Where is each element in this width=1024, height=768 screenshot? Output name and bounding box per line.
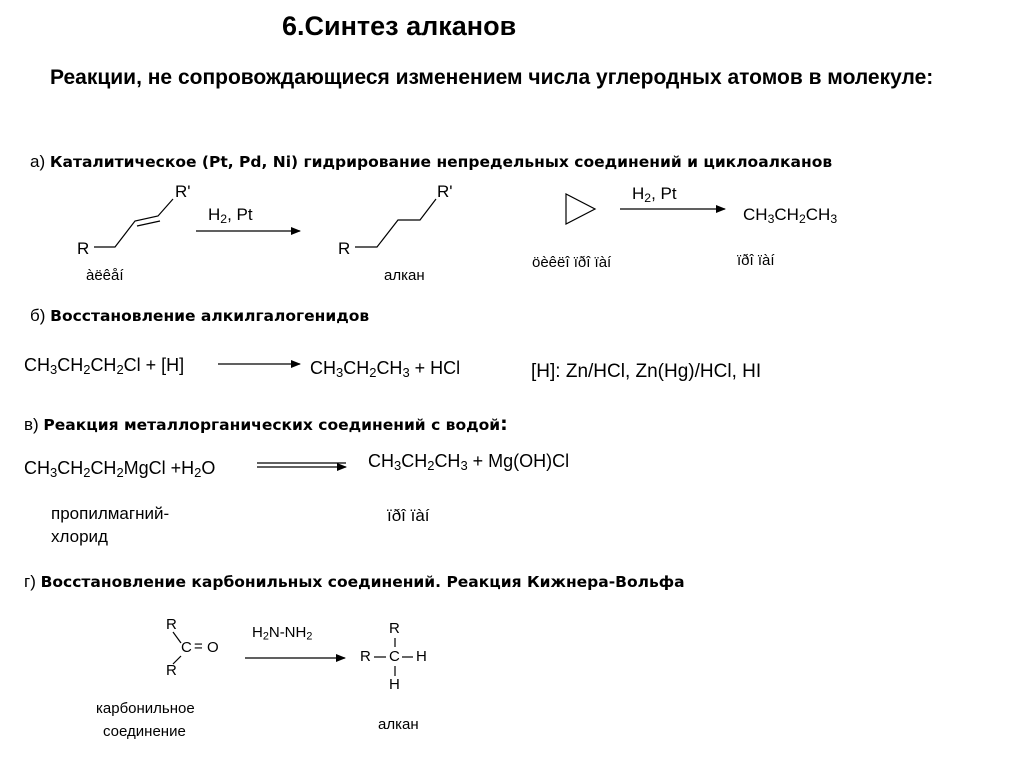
section-d-prefix: г) [24,572,41,591]
reaction-b-reagents-note: [H]: Zn/HCl, Zn(Hg)/HCl, HI [531,361,762,382]
reaction-b-reactant: $CH_3CH_2CH_2Cl + [H]$ [24,355,185,378]
reaction-b-product: $CH_3CH_2CH_3$ + HCl [310,358,461,381]
section-c-prefix: в) [24,415,44,434]
label-propane-c: ïðî ïàí [387,506,430,525]
section-c-suffix: : [500,413,508,435]
reaction-a-rprime-2: R' [437,182,453,201]
alkene-skeleton [94,199,173,247]
carbonyl-r-top: R [166,616,177,633]
page-title: 6.Синтез алканов [282,11,517,41]
reaction-d-reagent: $H_2N-NH_2$ [252,624,313,643]
alkane-skeleton [355,199,436,247]
label-alkene: àëêåí [86,267,124,284]
page-subtitle: Реакции, не сопровождающиеся изменением числа углеродных атомов в молекуле: [50,66,934,89]
reaction-a-rprime-1: R' [175,182,191,201]
label-alkane-d: алкан [378,716,419,733]
section-b-text: Восстановление алкилгалогенидов [50,307,370,325]
reaction-c-reactant: $CH_3CH_2CH_2MgCl +H_2O$ [24,458,216,481]
label-propylmagnesium-1: пропилмагний- [51,504,170,523]
carbonyl-bond-bottom [173,656,181,664]
carbonyl-o: O [207,639,219,656]
label-propylmagnesium-2: хлорид [51,527,108,546]
carbonyl-r-bottom: R [166,662,177,679]
alkene-double-bond [137,221,160,226]
reaction-a-reagent: $H_2$, Pt [208,205,253,227]
section-c-text: Реакция металлорганических соединений с водой [43,416,501,434]
section-a-text: Каталитическое (Pt, Pd, Ni) гидрирование непредельных соединений и циклоалканов [49,153,833,171]
section-b-prefix: б) [30,306,51,325]
product-h-right: H [416,648,427,665]
carbonyl-bond-top [173,632,181,643]
reaction-a-r-1: R [77,239,90,258]
product-c: C [389,648,400,665]
label-cyclopropane: öèêëî ïðî ïàí [532,254,612,271]
carbonyl-eq: = [194,638,203,655]
label-alkane-a: алкан [384,267,425,284]
reaction-a-cyclo-product: $CH_3CH_2CH_3$ [743,205,838,227]
section-d-text: Восстановление карбонильных соединений. Реакция Кижнера-Вольфа [40,573,685,591]
product-r-left: R [360,648,371,665]
reaction-c-product: $CH_3CH_2CH_3 + Mg(OH)Cl$ [368,451,570,474]
label-carbonyl-2: соединение [103,723,186,740]
carbonyl-c: C [181,639,192,656]
product-r-top: R [389,620,400,637]
label-carbonyl-1: карбонильное [96,700,195,717]
label-propane-a: ïðî ïàí [737,252,775,269]
section-a-prefix: а) [30,152,50,171]
reaction-a-cyclo-reagent: $H_2$, Pt [632,184,677,206]
product-h-bottom: H [389,676,400,693]
cyclopropane-ring [566,194,595,224]
reaction-a-r-2: R [338,239,351,258]
